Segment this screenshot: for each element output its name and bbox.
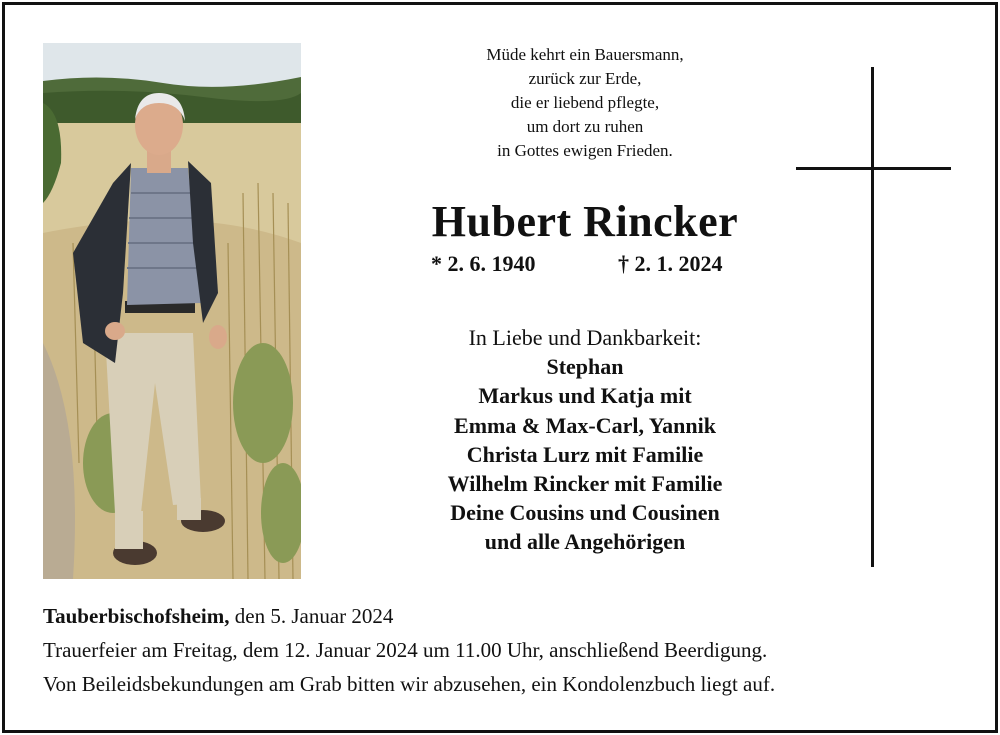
poem-line: zurück zur Erde, <box>528 69 642 88</box>
mourner-name: Stephan <box>546 354 624 380</box>
funeral-info: Trauerfeier am Freitag, dem 12. Januar 2024 um 11.00 Uhr, anschließend Beerdigung. <box>43 638 768 662</box>
mourner-name: und alle Angehörigen <box>484 529 686 555</box>
mourner-name: Deine Cousins und Cousinen <box>450 500 720 526</box>
deceased-name: Hubert Rincker <box>431 197 739 246</box>
footer-text <box>43 599 963 701</box>
poem-line: in Gottes ewigen Frieden. <box>497 141 673 160</box>
place-date-line <box>43 599 963 633</box>
cross-icon-horizontal <box>796 167 951 170</box>
place-name: Tauberbischofsheim, <box>43 604 230 628</box>
mourner-name: Emma & Max-Carl, Yannik <box>454 412 716 438</box>
condolence-info: Von Beileidsbekundungen am Grab bitten wir abzusehen, ein Kondolenzbuch liegt auf. <box>43 672 776 696</box>
mourner-name: Markus und Katja mit <box>478 383 692 409</box>
obituary-card <box>2 2 998 733</box>
memorial-poem <box>425 43 745 163</box>
notice-date: den 5. Januar 2024 <box>229 604 394 628</box>
poem-line: um dort zu ruhen <box>526 117 644 136</box>
poem-line: Müde kehrt ein Bauersmann, <box>486 45 684 64</box>
mourner-name: Christa Lurz mit Familie <box>466 441 704 467</box>
cross-icon-vertical <box>871 67 874 567</box>
mourners-intro: In Liebe und Dankbarkeit: <box>468 325 702 350</box>
mourner-name: Wilhelm Rincker mit Familie <box>447 471 723 497</box>
poem-line: die er liebend pflegte, <box>510 93 660 112</box>
birth-date: * 2. 6. 1940 <box>431 251 536 276</box>
death-date: † 2. 1. 2024 <box>618 251 723 276</box>
life-dates <box>335 251 835 281</box>
portrait-photo <box>43 43 301 579</box>
mourners-list <box>385 323 785 557</box>
